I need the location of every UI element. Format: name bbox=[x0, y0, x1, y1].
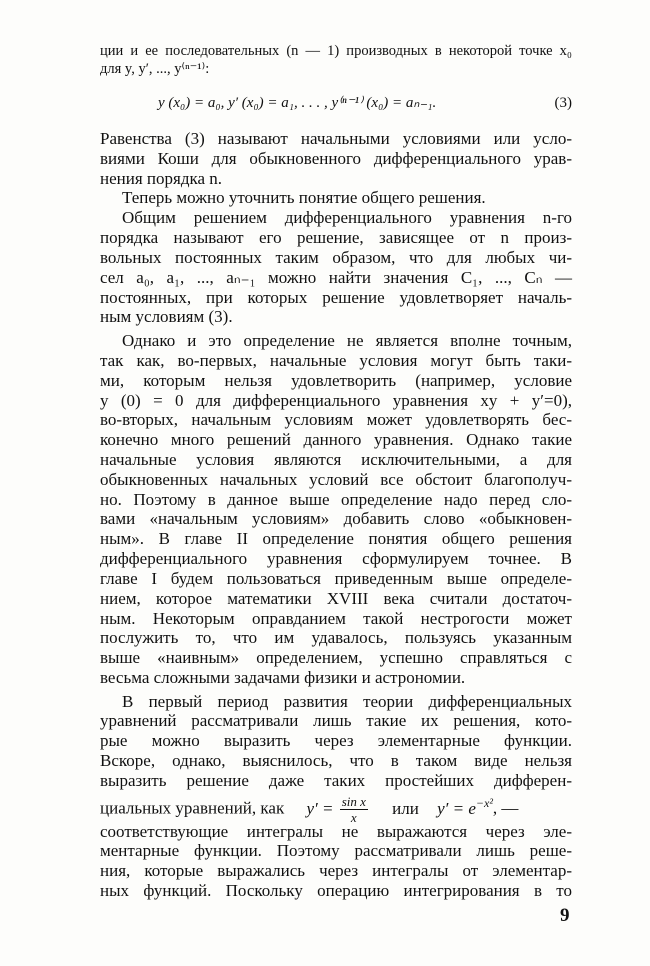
page-number: 9 bbox=[560, 905, 570, 926]
text-line: послужить то, что им удавалось, пользуясь указанным bbox=[100, 628, 572, 648]
text-line: Вскоре, однако, выяснилось, что в таком виде нельзя bbox=[100, 751, 572, 771]
text-line: порядка называют его решение, зависящее от n произ- bbox=[100, 228, 572, 248]
fraction-line-after: , — bbox=[492, 798, 519, 818]
text-line: ным условиям (3). bbox=[100, 307, 233, 327]
text-line: сел a₀, a₁, ..., aₙ₋₁ можно найти значения C₁, ..., Cₙ — bbox=[100, 267, 572, 287]
text-line: вольных постоянных таким образом, что для любых чи- bbox=[100, 247, 572, 267]
text-line: выше «наивным» определением, успешно справляться с bbox=[100, 648, 572, 668]
fraction-line-or: или bbox=[392, 798, 419, 818]
text-line: для y, y′, ..., y⁽ⁿ⁻¹⁾: bbox=[100, 61, 210, 77]
text-line: ции и ее последовательных (n — 1) производных в некоторой точке x₀ bbox=[100, 43, 572, 59]
text-line: конечно много решений данного уравнения. Однако такие bbox=[100, 430, 572, 450]
text-line: но. Поэтому в данное выше определение надо перед сло- bbox=[100, 489, 572, 509]
text-line: Общим решением дифференциального уравнения n-го bbox=[122, 208, 572, 228]
fraction-line bbox=[100, 784, 572, 826]
text-line: нения порядка n. bbox=[100, 168, 223, 188]
text-line: ных функций. Поскольку операцию интегрирования в то bbox=[100, 881, 572, 900]
text-line: ным». В главе II определение понятия общего решения bbox=[100, 529, 572, 549]
equation-number: (3) bbox=[554, 95, 572, 111]
text-line: постоянных, при которых решение удовлетворяет началь- bbox=[100, 287, 572, 307]
text-line: Равенства (3) называют начальными условиями или усло- bbox=[100, 129, 572, 148]
text-line: Теперь можно уточнить понятие общего решения. bbox=[122, 188, 486, 208]
text-line: выразить решение даже таких простейших дифферен- bbox=[100, 770, 572, 790]
text-line: ми, которым нельзя удовлетворить (например, условие bbox=[100, 370, 572, 390]
fraction-line-before: циальных уравнений, как bbox=[100, 798, 285, 818]
first-equation-lhs: y′ = bbox=[306, 798, 334, 818]
text-line: весьма сложными задачами физики и астрономии. bbox=[100, 667, 466, 687]
second-equation: y′ = e bbox=[437, 798, 476, 818]
text-line: ния, которые выражались через интегралы от элементар- bbox=[100, 861, 572, 881]
text-line: дифференциального уравнения сформулируем точнее. В bbox=[100, 549, 572, 569]
text-line: вами «начальным условиям» добавить слово «обыкновен- bbox=[100, 509, 572, 529]
text-line: ным. Некоторым оправданием такой нестрогости может bbox=[100, 608, 572, 628]
fraction-denominator: x bbox=[350, 810, 357, 826]
exponent: −x² bbox=[475, 795, 493, 810]
text-line: главе I будем пользоваться приведенным выше определе- bbox=[100, 568, 572, 588]
text-line: обыкновенных начальных условий все обстоит благополуч- bbox=[100, 469, 572, 489]
text-line: уравнений рассматривали лишь такие их решения, кото- bbox=[100, 711, 572, 731]
text-line: соответствующие интегралы не выражаются через эле- bbox=[100, 821, 572, 841]
text-line: y (0) = 0 для дифференциального уравнения xy + y′=0), bbox=[100, 390, 572, 410]
text-line: нием, которое математики XVIII века считали достаточ- bbox=[100, 588, 572, 608]
text-line: так как, во-первых, начальные условия могут быть таки- bbox=[100, 350, 572, 370]
text-line: ментарные функции. Поэтому рассматривали лишь реше- bbox=[100, 841, 572, 861]
text-line: виями Коши для обыкновенного дифференциального урав- bbox=[100, 148, 572, 168]
text-line: рые можно выразить через элементарные функции. bbox=[100, 731, 572, 751]
equation-3-body: y (x₀) = a₀, y′ (x₀) = a₁, . . . , y⁽ⁿ⁻¹⁾ (x₀) = aₙ₋₁. bbox=[158, 95, 437, 111]
text-line: Однако и это определение не является вполне точным, bbox=[122, 331, 572, 351]
text-line: начальные условия являются исключительными, а для bbox=[100, 449, 572, 469]
text-line: В первый период развития теории дифференциальных bbox=[122, 691, 572, 711]
fraction-numerator: sin x bbox=[341, 794, 366, 810]
text-line: во-вторых, начальным условиям может удовлетворять бес- bbox=[100, 410, 572, 430]
